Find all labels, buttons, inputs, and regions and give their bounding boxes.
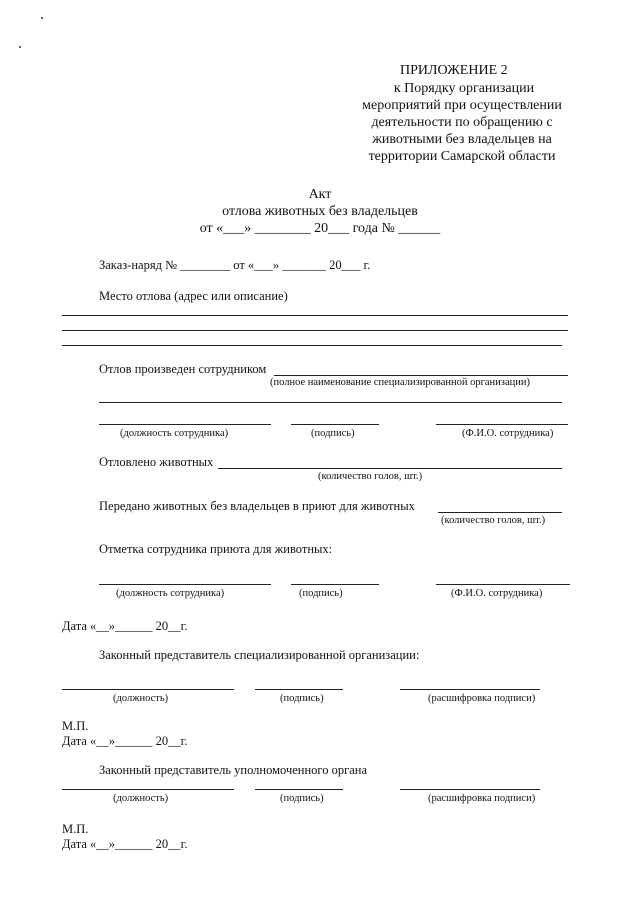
decode-blank[interactable] <box>400 789 540 790</box>
caught-count-blank[interactable] <box>218 468 562 469</box>
position-blank[interactable] <box>62 789 234 790</box>
shelter-mark-label: Отметка сотрудника приюта для животных: <box>99 542 333 556</box>
position-hint: (должность сотрудника) <box>120 428 229 439</box>
decode-hint: (расшифровка подписи) <box>428 793 536 804</box>
position-hint: (должность) <box>113 693 169 704</box>
decode-blank[interactable] <box>400 689 540 690</box>
legal-rep-org-label: Законный представитель специализированной организации: <box>99 648 420 662</box>
position-blank[interactable] <box>99 584 271 585</box>
order-line: Заказ-наряд № ________ от «___» _______ 20___ г. <box>99 258 371 272</box>
signature-hint: (подпись) <box>299 588 343 599</box>
fio-hint: (Ф.И.О. сотрудника) <box>451 588 543 599</box>
fio-hint: (Ф.И.О. сотрудника) <box>462 428 554 439</box>
place-blank-line[interactable] <box>62 345 562 346</box>
appendix-line: к Порядку организации <box>393 81 535 96</box>
transferred-label: Передано животных без владельцев в приют для животных <box>99 499 415 513</box>
appendix-line: деятельности по обращению с <box>371 115 553 130</box>
count-hint: (количество голов, шт.) <box>318 471 423 482</box>
signature-blank[interactable] <box>291 584 379 585</box>
caught-by-label: Отлов произведен сотрудником <box>99 362 267 376</box>
signature-blank[interactable] <box>255 789 343 790</box>
caught-animals-label: Отловлено животных <box>99 455 214 469</box>
position-blank[interactable] <box>62 689 234 690</box>
place-label: Место отлова (адрес или описание) <box>99 289 288 303</box>
signature-blank[interactable] <box>291 424 379 425</box>
position-hint: (должность) <box>113 793 169 804</box>
position-hint: (должность сотрудника) <box>116 588 225 599</box>
date-line: Дата «__»______ 20__г. <box>62 734 188 748</box>
fio-blank[interactable] <box>436 584 570 585</box>
appendix-line: животными без владельцев на <box>372 132 552 147</box>
date-line: Дата «__»______ 20__г. <box>62 619 188 633</box>
seal-place-label: М.П. <box>62 822 89 836</box>
place-blank-line[interactable] <box>62 330 568 331</box>
appendix-title: ПРИЛОЖЕНИЕ 2 <box>400 63 508 78</box>
position-blank[interactable] <box>99 424 271 425</box>
scan-speck <box>41 17 43 19</box>
scan-speck <box>19 46 21 48</box>
signature-blank[interactable] <box>255 689 343 690</box>
appendix-line: территории Самарской области <box>368 149 556 164</box>
org-name-blank-2[interactable] <box>99 402 562 403</box>
signature-hint: (подпись) <box>311 428 355 439</box>
place-blank-line[interactable] <box>62 315 568 316</box>
legal-rep-auth-label: Законный представитель уполномоченного органа <box>99 763 368 777</box>
signature-hint: (подпись) <box>280 693 324 704</box>
act-title: Акт <box>308 187 332 202</box>
appendix-line: мероприятий при осуществлении <box>362 98 562 113</box>
act-date-line: от «___» ________ 20___ года № ______ <box>199 221 441 236</box>
org-name-blank[interactable] <box>274 375 568 376</box>
org-name-hint: (полное наименование специализированной организации) <box>270 377 530 388</box>
signature-hint: (подпись) <box>280 793 324 804</box>
transferred-count-blank[interactable] <box>438 512 562 513</box>
decode-hint: (расшифровка подписи) <box>428 693 536 704</box>
act-subtitle: отлова животных без владельцев <box>222 204 418 219</box>
date-line: Дата «__»______ 20__г. <box>62 837 188 851</box>
fio-blank[interactable] <box>436 424 568 425</box>
seal-place-label: М.П. <box>62 719 89 733</box>
count-hint-2: (количество голов, шт.) <box>441 515 546 526</box>
